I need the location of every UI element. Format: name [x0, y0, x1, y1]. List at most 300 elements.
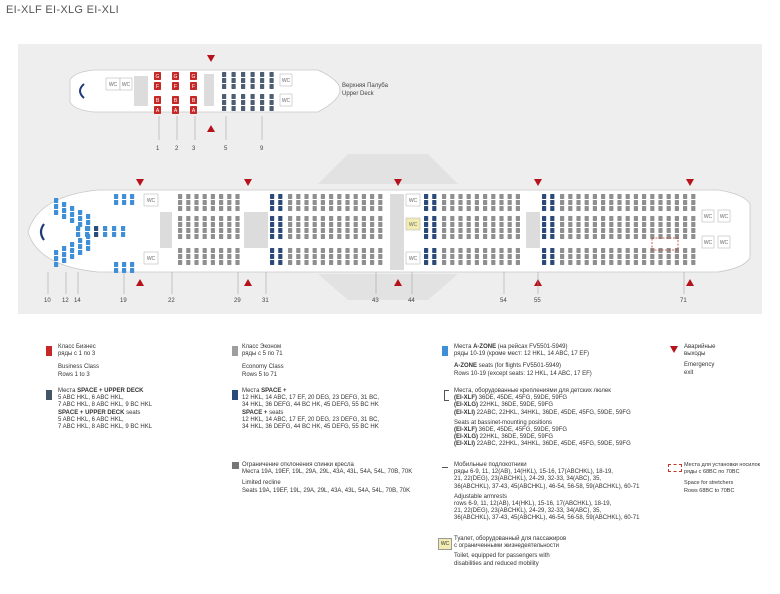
seat — [313, 206, 317, 211]
seat — [432, 216, 436, 221]
seat — [370, 206, 374, 211]
seat — [601, 206, 605, 211]
seat — [194, 254, 198, 259]
seat — [634, 248, 638, 253]
seat — [617, 206, 621, 211]
seat — [270, 228, 274, 233]
seat — [78, 216, 82, 221]
seat — [121, 226, 125, 231]
seat — [270, 234, 274, 239]
seat — [642, 228, 646, 233]
seat — [568, 228, 572, 233]
upper-exit-icon — [207, 125, 215, 132]
seat — [675, 194, 679, 199]
seat — [288, 206, 292, 211]
seat — [211, 254, 215, 259]
seat — [251, 84, 255, 89]
legend-text: 7 ABC HKL, 8 ABC HKL, 9 BC HKL — [58, 424, 153, 431]
legend-text: Seats at bassinet-mounting positions — [454, 419, 553, 426]
seat — [260, 84, 264, 89]
seat — [609, 222, 613, 227]
seat — [667, 228, 671, 233]
seat — [576, 194, 580, 199]
seat — [78, 244, 82, 249]
emergency-exit-icon — [136, 279, 144, 286]
seat — [337, 234, 341, 239]
seat — [585, 216, 589, 221]
seat — [321, 206, 325, 211]
seat — [658, 194, 662, 199]
seat — [296, 254, 300, 259]
seat — [232, 106, 236, 111]
legend-text: exit — [684, 369, 694, 376]
seat — [617, 228, 621, 233]
main-row-number: 12 — [62, 298, 69, 304]
seat — [442, 248, 446, 253]
seat — [691, 254, 695, 259]
seat — [321, 194, 325, 199]
seat — [288, 254, 292, 259]
emergency-exit-icon — [244, 179, 252, 186]
seat — [329, 200, 333, 205]
seat — [362, 206, 366, 211]
legend-text: (на рейсах FV5501-5949) — [496, 344, 568, 350]
seat — [667, 200, 671, 205]
seat — [508, 206, 512, 211]
legend-text: 36(ABCHKL), 37-43, 45(ABCHKL), 46-54, 56-58, 59(ABCHKL), 60-71 — [454, 515, 640, 522]
a-zone-swatch — [442, 346, 448, 356]
seat — [70, 206, 74, 211]
seat — [219, 254, 223, 259]
seat — [354, 248, 358, 253]
wing-shadow — [318, 274, 458, 300]
seat — [296, 260, 300, 265]
seat — [235, 248, 239, 253]
seat — [626, 254, 630, 259]
seat — [550, 222, 554, 227]
seat — [683, 248, 687, 253]
seat — [130, 194, 134, 199]
seat — [345, 222, 349, 227]
seat — [550, 194, 554, 199]
upper-row-number: 9 — [260, 146, 264, 152]
seat — [626, 200, 630, 205]
lavatory-label: WC — [281, 77, 291, 84]
seat — [424, 200, 428, 205]
seat — [130, 268, 134, 273]
seat — [270, 260, 274, 265]
seat — [609, 254, 613, 259]
legend-text: Места, оборудованные креплениями для детских люлек — [454, 388, 611, 394]
legend-text: A-ZONE — [454, 363, 477, 370]
seat — [235, 206, 239, 211]
seat — [194, 228, 198, 233]
galley — [204, 74, 214, 106]
seat — [650, 228, 654, 233]
legend-text: 22ABC, 22HKL, 34HKL, 36DE, 45DE, 45FG, 59DE, 59FG — [475, 409, 631, 416]
seat — [483, 222, 487, 227]
seat — [593, 216, 597, 221]
seat — [585, 234, 589, 239]
seat — [186, 216, 190, 221]
seat — [354, 234, 358, 239]
seat — [626, 194, 630, 199]
seat — [194, 222, 198, 227]
seat — [337, 222, 341, 227]
seat — [499, 248, 503, 253]
seat — [658, 216, 662, 221]
seat — [667, 216, 671, 221]
lavatory-label: WC — [719, 239, 729, 246]
legend-text: Rows 5 to 71 — [242, 371, 278, 378]
business-seat-letter: G — [173, 74, 178, 80]
seat — [219, 228, 223, 233]
business-seat-letter: B — [155, 98, 160, 104]
seat — [576, 206, 580, 211]
seat — [450, 228, 454, 233]
seat — [650, 248, 654, 253]
seat — [227, 206, 231, 211]
seat — [658, 200, 662, 205]
lavatory-label: WC — [408, 197, 418, 204]
seat — [658, 222, 662, 227]
seat — [241, 106, 245, 111]
seat — [321, 234, 325, 239]
legend-text: seats — [124, 409, 141, 416]
upper-row-number: 3 — [192, 146, 196, 152]
seat — [667, 260, 671, 265]
seat — [617, 194, 621, 199]
seat — [458, 254, 462, 259]
seat — [362, 200, 366, 205]
seat — [675, 254, 679, 259]
seat — [241, 78, 245, 83]
legend-economy — [242, 344, 392, 379]
seat — [85, 232, 89, 237]
seat — [601, 234, 605, 239]
seat — [601, 260, 605, 265]
seat — [260, 72, 264, 77]
legend-exits — [684, 344, 764, 377]
seat — [617, 234, 621, 239]
legend-text: Seats 19A, 19EF, 19L, 29A, 29L, 43A, 43L, 54A, 54L, 70B, 70K — [242, 487, 411, 494]
seat — [219, 248, 223, 253]
seat — [458, 234, 462, 239]
legend-text: (EI-XLF) — [454, 395, 477, 402]
seat — [542, 254, 546, 259]
seat — [211, 194, 215, 199]
seat — [219, 194, 223, 199]
legend-text: Adjustable armrests — [454, 493, 508, 500]
seat — [337, 200, 341, 205]
legend-text: (EI-XLG) — [454, 434, 478, 441]
seat — [178, 260, 182, 265]
seat — [288, 228, 292, 233]
seat — [194, 216, 198, 221]
seat — [203, 222, 207, 227]
seat — [650, 216, 654, 221]
galley — [160, 212, 172, 248]
seat — [337, 248, 341, 253]
seat — [550, 254, 554, 259]
upper-deck-label-en: Upper Deck — [342, 91, 374, 97]
seat — [232, 84, 236, 89]
business-seat-letter: B — [173, 98, 178, 104]
legend-text: 21, 22(DEG), 23(ABCHKL), 24-29, 32-33, 34(ABC), 35, — [454, 508, 602, 515]
lavatory-label: WC — [703, 239, 713, 246]
seat — [235, 194, 239, 199]
seat — [296, 234, 300, 239]
seat — [442, 254, 446, 259]
seat — [593, 234, 597, 239]
seat — [178, 228, 182, 233]
seat — [278, 194, 282, 199]
accessible-wc-icon: WC — [438, 538, 452, 550]
legend-text: 12 HKL, 14 ABC, 17 EF, 20 DEG, 23 DEFG, 31 BC, — [242, 416, 380, 423]
seat — [227, 248, 231, 253]
seat — [499, 200, 503, 205]
seat — [691, 260, 695, 265]
seat — [560, 248, 564, 253]
seat — [450, 200, 454, 205]
seat — [378, 234, 382, 239]
seat — [483, 206, 487, 211]
bassinet-icon — [444, 390, 449, 401]
seat — [235, 222, 239, 227]
seat — [219, 234, 223, 239]
legend-text: Места — [242, 388, 262, 394]
legend-text: 21, 22(DEG), 23(ABCHKL), 24-29, 32-33, 34(ABC), 35, — [454, 476, 602, 483]
seat — [576, 248, 580, 253]
seat — [432, 200, 436, 205]
seat — [432, 248, 436, 253]
seat — [458, 222, 462, 227]
seat — [483, 260, 487, 265]
seat — [219, 200, 223, 205]
seat — [626, 234, 630, 239]
seat — [626, 228, 630, 233]
seat — [442, 234, 446, 239]
seat — [270, 106, 274, 111]
seat — [186, 194, 190, 199]
seat — [467, 260, 471, 265]
seat — [576, 228, 580, 233]
seat — [296, 248, 300, 253]
legend-text: 36DE, 45DE, 45FG, 59DE, 59FG — [477, 427, 568, 434]
seat — [194, 206, 198, 211]
seat — [467, 234, 471, 239]
seat — [362, 260, 366, 265]
seat — [516, 248, 520, 253]
seat — [278, 200, 282, 205]
seat — [634, 222, 638, 227]
seat — [475, 234, 479, 239]
seat — [313, 216, 317, 221]
seat — [568, 234, 572, 239]
legend-business — [58, 344, 208, 379]
legend-text: Rows 1 to 3 — [58, 371, 90, 378]
seat — [121, 232, 125, 237]
seat — [675, 200, 679, 205]
legend-stretchers — [684, 462, 774, 495]
seat — [491, 254, 495, 259]
seat — [642, 200, 646, 205]
seat — [222, 100, 226, 105]
legend-text: rows 6-9, 11, 12(AB), 14(HKL), 15-16, 17(ABCHKL), 18-19, — [454, 501, 612, 508]
seat — [467, 248, 471, 253]
seat — [475, 248, 479, 253]
seat — [78, 238, 82, 243]
seat — [491, 194, 495, 199]
seat — [370, 200, 374, 205]
seat — [491, 228, 495, 233]
legend-space-plus-upper — [58, 388, 228, 431]
seat — [296, 222, 300, 227]
seat — [483, 216, 487, 221]
seat — [432, 234, 436, 239]
seat — [260, 100, 264, 105]
seat — [516, 222, 520, 227]
seat — [609, 200, 613, 205]
seat — [260, 106, 264, 111]
seat — [542, 248, 546, 253]
seat — [634, 216, 638, 221]
seat — [675, 206, 679, 211]
seat — [186, 200, 190, 205]
seat — [54, 262, 58, 267]
seat — [194, 248, 198, 253]
legend-text: SPACE + — [261, 388, 287, 394]
seat — [634, 254, 638, 259]
seat — [508, 228, 512, 233]
seat — [345, 234, 349, 239]
legend-text: Rows 10-19 (except seats: 12 HKL, 14 ABC, 17 EF) — [454, 370, 592, 377]
seat — [491, 216, 495, 221]
seat — [560, 234, 564, 239]
seat — [650, 254, 654, 259]
seat — [313, 248, 317, 253]
seat — [219, 222, 223, 227]
seat — [458, 206, 462, 211]
seat — [178, 222, 182, 227]
seat — [86, 240, 90, 245]
seat — [232, 78, 236, 83]
seat — [227, 234, 231, 239]
seat — [516, 228, 520, 233]
lavatory-label: WC — [121, 81, 131, 88]
legend-text: Ограничение отклонения спинки кресла — [242, 462, 354, 468]
seat — [329, 194, 333, 199]
business-seat-letter: G — [155, 74, 160, 80]
seat — [683, 206, 687, 211]
seat — [585, 194, 589, 199]
seat — [219, 216, 223, 221]
economy-swatch — [232, 346, 238, 356]
seat — [370, 228, 374, 233]
seat — [568, 222, 572, 227]
seat — [508, 222, 512, 227]
seat — [241, 84, 245, 89]
seat — [585, 248, 589, 253]
legend-text: Toilet, equipped for passengers with — [454, 553, 550, 560]
main-deck-fuselage — [28, 190, 750, 272]
seat — [321, 254, 325, 259]
seat — [260, 94, 264, 99]
seat — [203, 200, 207, 205]
seat — [424, 222, 428, 227]
seat — [467, 228, 471, 233]
seat — [424, 206, 428, 211]
main-row-number: 22 — [168, 298, 175, 304]
legend-text: 34 HKL, 36 DEFG, 44 BC HK, 45 DEFG, 55 BC HK — [242, 402, 379, 409]
seat — [467, 216, 471, 221]
seat — [560, 260, 564, 265]
seat — [203, 228, 207, 233]
seat — [642, 248, 646, 253]
main-row-number: 31 — [262, 298, 269, 304]
seat — [122, 200, 126, 205]
seat — [114, 200, 118, 205]
seat — [650, 222, 654, 227]
seat — [345, 206, 349, 211]
seat — [560, 206, 564, 211]
upper-row-number: 2 — [175, 146, 179, 152]
seat — [483, 254, 487, 259]
upper-row-number: 5 — [224, 146, 228, 152]
seat — [642, 254, 646, 259]
seat — [642, 234, 646, 239]
seat — [585, 260, 589, 265]
seat — [194, 194, 198, 199]
seat — [467, 194, 471, 199]
seat — [483, 200, 487, 205]
main-row-number: 10 — [44, 298, 51, 304]
seat — [203, 254, 207, 259]
lavatory-label: WC — [146, 255, 156, 262]
seat — [576, 216, 580, 221]
legend-text: Туалет, оборудованный для пассажиров — [454, 536, 567, 542]
seat — [288, 216, 292, 221]
emergency-exit-icon — [686, 179, 694, 186]
seat — [329, 248, 333, 253]
seat — [691, 200, 695, 205]
legend-text: Мобильные подлокотники — [454, 462, 527, 468]
business-seat-letter: A — [191, 108, 196, 114]
seat — [178, 234, 182, 239]
seat — [593, 194, 597, 199]
seat — [499, 228, 503, 233]
seat — [667, 254, 671, 259]
seat — [450, 254, 454, 259]
seat — [585, 228, 589, 233]
seat — [321, 228, 325, 233]
seat — [568, 254, 572, 259]
seat — [378, 206, 382, 211]
seat — [54, 210, 58, 215]
seat — [593, 248, 597, 253]
seat — [70, 254, 74, 259]
seat — [683, 254, 687, 259]
seat — [114, 262, 118, 267]
seat — [122, 262, 126, 267]
seat — [186, 248, 190, 253]
seat — [634, 234, 638, 239]
seat — [483, 228, 487, 233]
seat — [70, 242, 74, 247]
legend-text: SPACE + UPPER DECK — [77, 388, 144, 394]
seat — [458, 260, 462, 265]
seat — [467, 200, 471, 205]
